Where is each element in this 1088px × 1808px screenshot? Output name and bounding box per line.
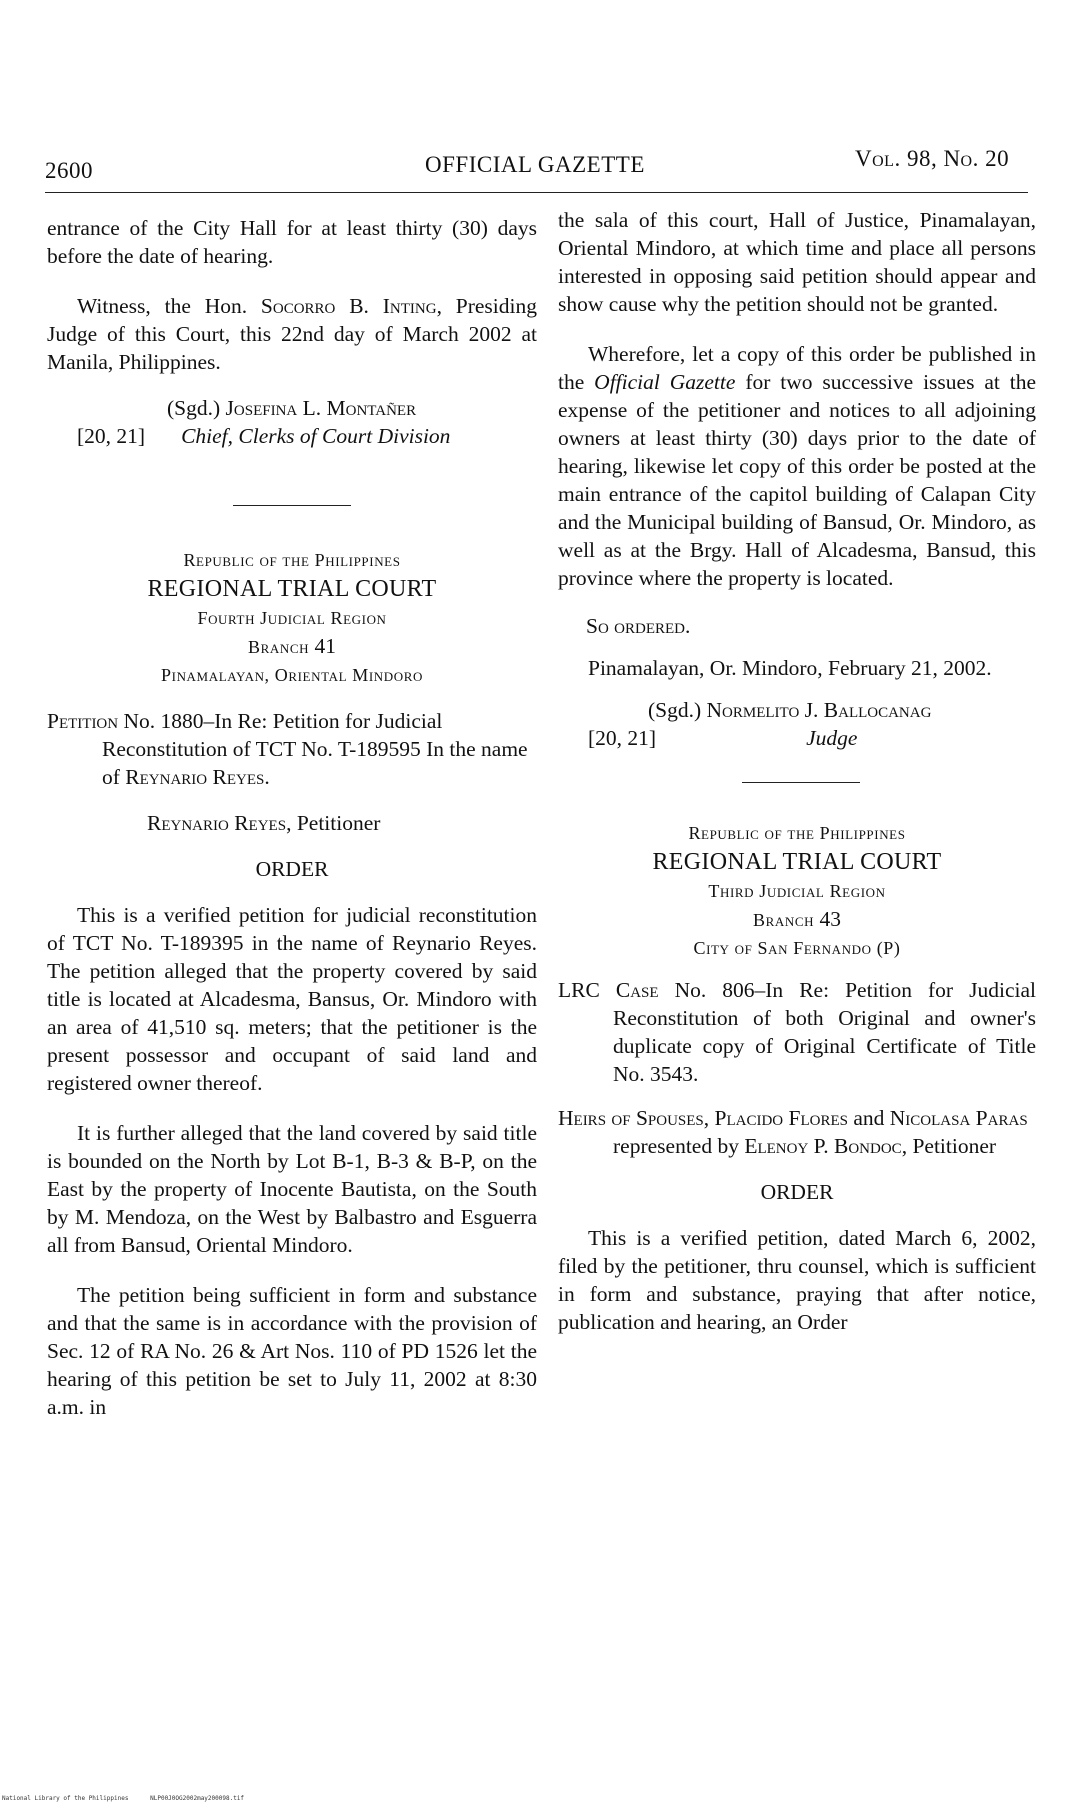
header-rule [45,192,1028,193]
court-heading-left: Republic of the Philippines REGIONAL TRIAL COURT Fourth Judicial Region Branch 41 Pinamalayan, Oriental Mindoro [47,546,537,689]
right-signature-title-line [558,724,1036,752]
left-order-paragraph-2: It is further alleged that the land covered by said title is bounded on the North by Lot B-1, B-3 & B-P, on the East by the property of Inocente Bautista, on the South by M. Mendoza, on the West by Balbastro and Esguerra all from Bansud, Oriental Mindoro. [47,1121,537,1257]
left-signature-name-line: (Sgd.) Josefina L. Montañer [167,396,417,420]
clerk-name: Josefina L. Montañer [225,396,417,420]
left-order-paragraph-3: The petition being sufficient in form and substance and that the same is in accordance with the provision of Sec. 12 of RA No. 26 & Art Nos. 110 of PD 1526 let the hearing of this petition be set to July 11, 2002 at 8:30 a.m. in [47,1283,537,1419]
right-continued-paragraph: the sala of this court, Hall of Justice, Pinamalayan, Oriental Mindoro, at which time and place all persons interested in opposing said petition should appear and show cause why the petition should not be granted. [558,208,1036,316]
left-continued-paragraph: entrance of the City Hall for at least thirty (30) days before the date of hearing. [47,216,537,268]
judge-name: Normelito J. Ballocanag [706,698,932,722]
presiding-judge-name: Socorro B. Inting [260,294,437,318]
so-ordered: So ordered. [586,614,691,638]
wherefore-paragraph: Wherefore, let a copy of this order be published in the Official Gazette for two successive issues at the expense of the petitioner and notices to all adjoining owners at least thirty (30) days prior to the date of hearing, likewise let copy of this order be posted at the main entrance of the capitol building of Calapan City and the Municipal building of Bansud, Or. Mindoro, as well as at the Brgy. Hall of Alcadesma, Bansud, this province where the property is located. [558,342,1036,590]
left-signature-title-line [47,422,537,450]
left-column [47,214,537,1421]
order-heading-left: ORDER [255,857,329,881]
petition-caption: Petition No. 1880–In Re: Petition for Judicial Reconstitution of TCT No. T-189595 In the name of Reynario Reyes. [47,709,528,789]
issue-reference: [20, 21] [77,424,146,448]
section-separator [233,505,351,506]
volume-info: Vol. 98, No. 20 [855,146,1010,171]
court-name: REGIONAL TRIAL COURT [147,576,437,602]
publication-title: OFFICIAL GAZETTE [425,152,645,177]
court-name: REGIONAL TRIAL COURT [652,849,942,875]
clerk-title: Chief, Clerks of Court Division [181,424,451,448]
issue-reference: [20, 21] [588,726,657,750]
right-order-paragraph-1: This is a verified petition, dated March 6, 2002, filed by the petitioner, thru counsel, which is sufficient in form and substance, praying that after notice, publication and hearing, an Order [558,1226,1036,1334]
court-heading-right: Republic of the Philippines REGIONAL TRIAL COURT Third Judicial Region Branch 43 City of San Fernando (P) [558,819,1036,962]
order-heading-right: ORDER [760,1180,834,1204]
judge-title: Judge [806,726,858,750]
left-order-paragraph-1: This is a verified petition for judicial reconstitution of TCT No. T-189395 in the name of Reynario Reyes. The petition alleged that the property covered by said title is located at Alcadesma, Bansus, Or. Mindoro with an area of 41,510 sq. meters; that the petitioner is the present possessor and occupant of said land and registered owner thereof. [47,903,537,1095]
place-and-date: Pinamalayan, Or. Mindoro, February 21, 2002. [588,656,992,680]
right-signature-name-line: (Sgd.) Normelito J. Ballocanag [648,698,932,722]
right-column [558,206,1036,1336]
case-caption: LRC Case No. 806–In Re: Petition for Judicial Reconstitution of both Original and owner's duplicate copy of Original Certificate of Title No. 3543. [558,978,1036,1086]
petitioner-line: Reynario Reyes, Petitioner [147,811,381,835]
scan-footer: National Library of the Philippines NLP00J0OG2002may200098.tif [2,1795,245,1802]
section-separator [742,782,860,783]
heirs-caption: Heirs of Spouses, Placido Flores and Nicolasa Paras represented by Elenoy P. Bondoc, Petitioner [558,1106,1028,1158]
witness-paragraph: Witness, the Hon. Socorro B. Inting, Presiding Judge of this Court, this 22nd day of March 2002 at Manila, Philippines. [47,294,537,374]
page-number: 2600 [45,158,93,183]
